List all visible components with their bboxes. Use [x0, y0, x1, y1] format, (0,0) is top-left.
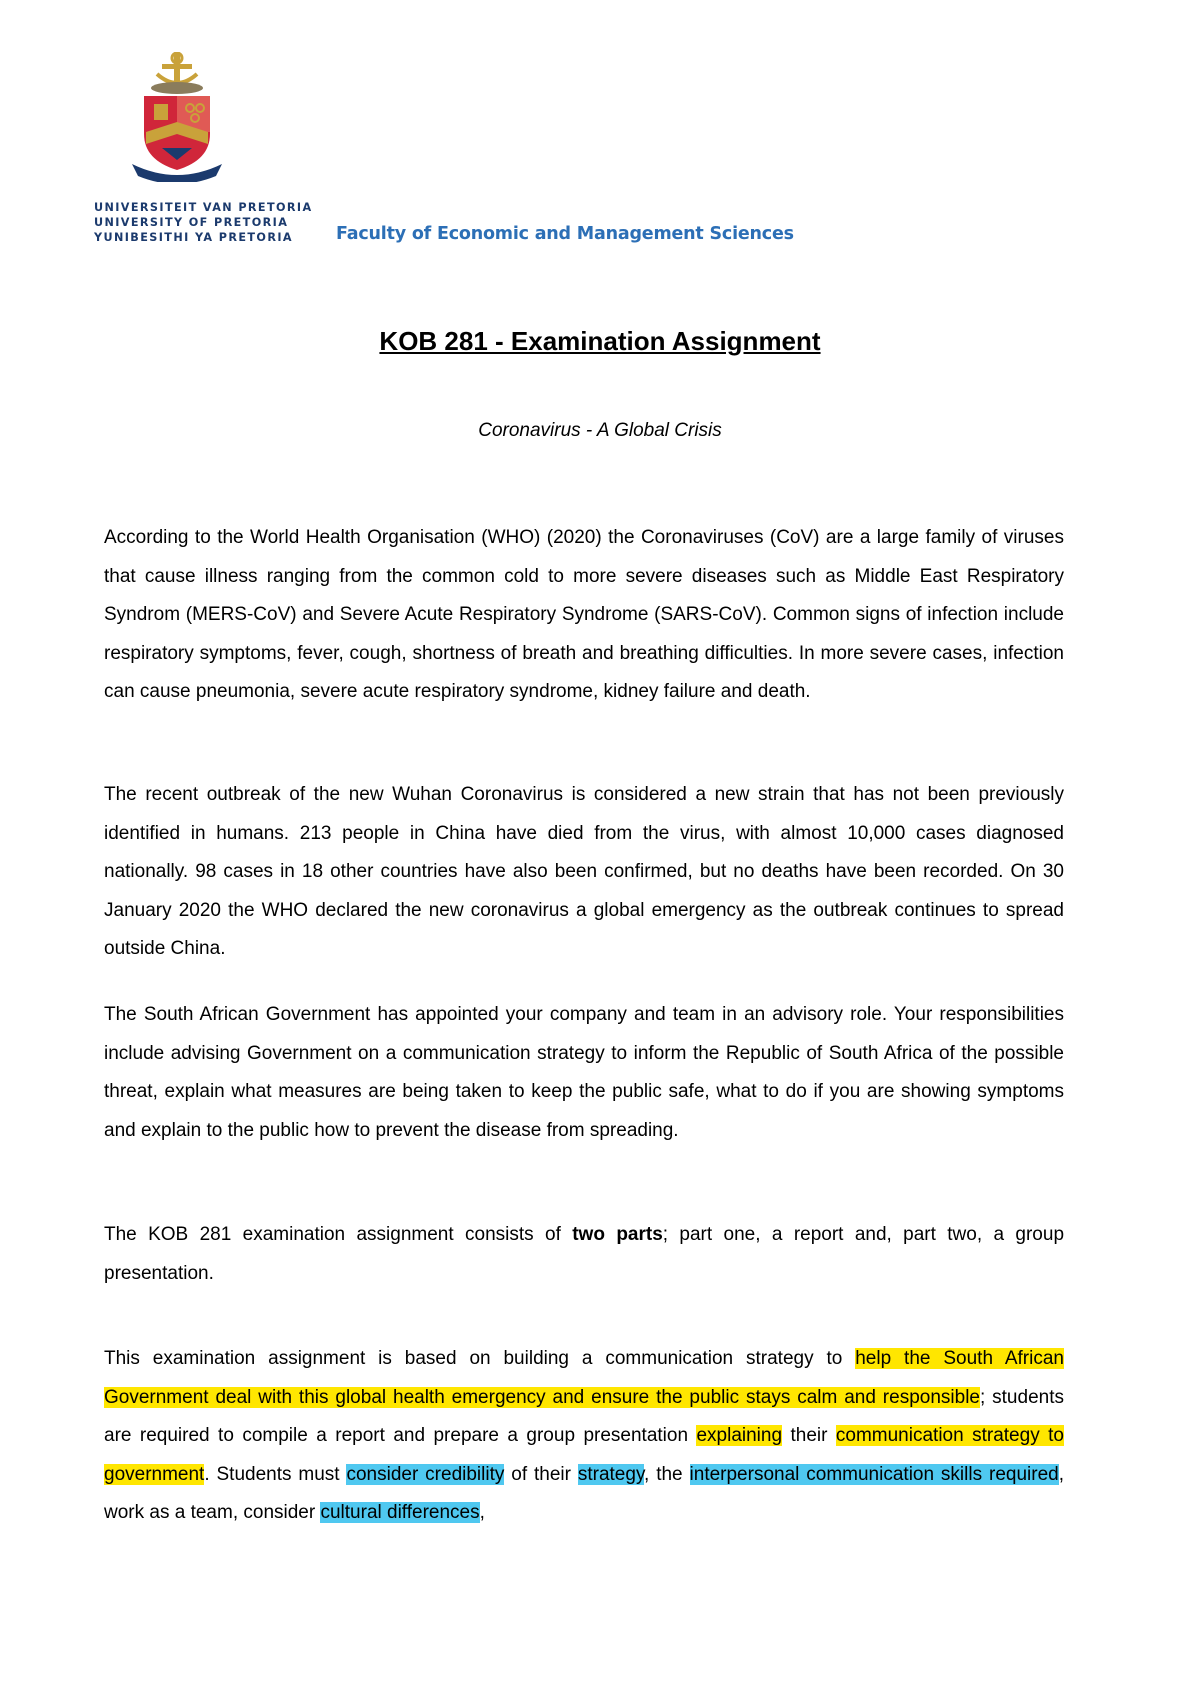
faculty-name: Faculty of Economic and Management Sciences — [336, 224, 794, 244]
university-names — [94, 200, 313, 245]
text-span: . Students must — [204, 1463, 347, 1485]
document-subtitle: Coronavirus - A Global Crisis — [478, 420, 722, 441]
highlight-blue: cultural differences — [320, 1502, 480, 1523]
text-span: ; part one, a report and, part two, a group presentation. — [104, 1224, 1065, 1284]
text-span: their — [782, 1425, 836, 1446]
paragraph-outbreak: The recent outbreak of the new Wuhan Coronavirus is considered a new strain that has not been previously identified in humans. 213 people in China have died from the virus, with almost 10,000 cases diagnosed nationally. 98 cases in 18 other countries have also been confirmed, but no deaths have been recorded. On 30 January 2020 the WHO declared the new coronavirus a global emergency as the outbreak continues to spread outside China. — [104, 784, 1064, 959]
document-title: KOB 281 - Examination Assignment — [379, 326, 821, 356]
text-span: of their — [504, 1463, 578, 1485]
text-span: , the — [644, 1463, 690, 1485]
anchor-icon — [151, 53, 203, 94]
highlight-blue: strategy — [577, 1463, 645, 1485]
paragraph-who-definition: According to the World Health Organisation (WHO) (2020) the Coronaviruses (CoV) are a large family of viruses that cause illness ranging from the common cold to more severe diseases such as Middle East Respiratory Syndrom (MERS-CoV) and Severe Acute Respiratory Syndrome (SARS-CoV). Common signs of infection include respiratory symptoms, fever, cough, shortness of breath and breathing difficulties. In more severe cases, infection can cause pneumonia, severe acute respiratory syndrome, kidney failure and death. — [104, 527, 1064, 702]
university-name-sepedi: YUNIBESITHI YA PRETORIA — [94, 231, 293, 244]
text-span: , work as a team, consider — [104, 1463, 1064, 1523]
bold-text: two parts — [572, 1224, 663, 1245]
paragraph-assignment-parts — [104, 1216, 1064, 1293]
highlight-blue: interpersonal communication skills required — [689, 1463, 1059, 1485]
text-span: ; students are required to compile a report and prepare a group presentation — [104, 1386, 1064, 1446]
highlight-yellow: communication strategy to government — [104, 1425, 1064, 1485]
paragraph-government-role: The South African Government has appointed your company and team in an advisory role. Your responsibilities include advising Government on a communication strategy to inform the Republic of South Africa of the possible threat, explain what measures are being taken to keep the public safe, what to do if you are showing symptoms and explain to the public how to prevent the disease from spreading. — [104, 1004, 1064, 1141]
shield-icon — [144, 96, 210, 170]
university-name-english: UNIVERSITY OF PRETORIA — [94, 216, 289, 229]
university-crest-logo — [132, 52, 222, 182]
text-span: The KOB 281 examination assignment consists of — [104, 1224, 573, 1245]
paragraph-assignment-basis — [104, 1340, 1064, 1533]
text-span: , — [479, 1502, 485, 1523]
highlight-blue: consider credibility — [346, 1463, 505, 1485]
highlight-yellow: help the South African Government deal with this global health emergency and ensure the public stays calm and responsible — [104, 1348, 1064, 1408]
university-name-afrikaans: UNIVERSITEIT VAN PRETORIA — [94, 201, 313, 214]
highlight-yellow: explaining — [696, 1425, 783, 1446]
text-span: This examination assignment is based on building a communication strategy to — [104, 1348, 856, 1369]
